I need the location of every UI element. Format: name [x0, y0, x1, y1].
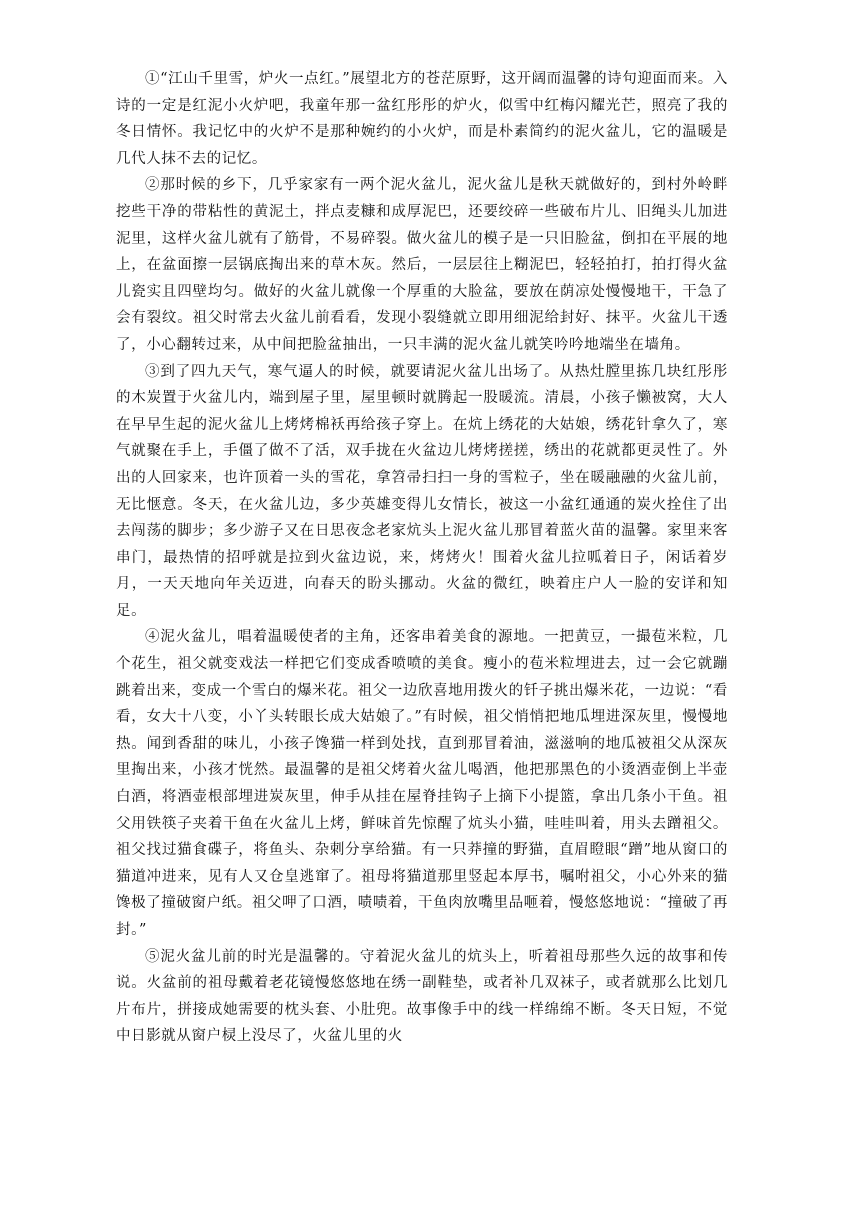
paragraph-1: ①“江山千里雪，炉火一点红。”展望北方的苍茫原野，这开阔而温馨的诗句迎面而来。入诗的一定是红泥小火炉吧，我童年那一盆红彤彤的炉火，似雪中红梅闪耀光芒，照亮了我的冬日情怀。我记忆中的火炉不是那种婉约的小火炉，而是朴素简约的泥火盆儿，它的温暖是几代人抹不去的记忆。 — [116, 71, 728, 167]
paragraph-4: ④泥火盆儿，唱着温暖使者的主角，还客串着美食的源地。一把黄豆，一撮苞米粒，几个花生，祖父就变戏法一样把它们变成香喷喷的美食。瘦小的苞米粒埋进去，过一会它就蹦跳着出来，变成一个雪白的爆米花。祖父一边欣喜地用拨火的钎子挑出爆米花，一边说：“看看，女大十八变，小丫头转眼长成大姑娘了。”有时候，祖父悄悄把地瓜埋进深灰里，慢慢地热。闻到香甜的味儿，小孩子馋猫一样到处找，直到那冒着油，滋滋响的地瓜被祖父从深灰里掏出来，小孩才恍然。最温馨的是祖父烤着火盆儿喝酒，他把那黑色的小烫酒壶倒上半壶白酒，将酒壶根部埋进炭灰里，伸手从挂在屋脊挂钩子上摘下小提篮，拿出几条小干鱼。祖父用铁筷子夹着干鱼在火盆儿上烤，鲜味首先惊醒了炕头小猫，哇哇叫着，用头去蹭祖父。祖父找过猫食碟子，将鱼头、杂刺分享给猫。有一只莽撞的野猫，直眉瞪眼“蹭”地从窗口的猫道冲进来，见有人又仓皇逃窜了。祖母将猫道那里竖起本厚书，嘱咐祖父，小心外来的猫馋极了撞破窗户纸。祖父呷了口酒，啧啧着，干鱼肉放嘴里品咂着，慢悠悠地说：“撞破了再封。” — [116, 629, 729, 938]
paragraph-3: ③到了四九天气，寒气逼人的时候，就要请泥火盆儿出场了。从热灶膛里拣几块红彤彤的木炭置于火盆儿内，端到屋子里，屋里顿时就腾起一股暖流。清晨，小孩子懒被窝，大人在早早生起的泥火盆儿上烤烤棉袄再给孩子穿上。在炕上绣花的大姑娘，绣花针拿久了，寒气就聚在手上，手僵了做不了活，双手拢在火盆边儿烤烤搓搓，绣出的花就都更灵性了。外出的人回家来，也许顶着一头的雪花，拿笤帚扫扫一身的雪粒子，坐在暖融融的火盆儿前，无比惬意。冬天，在火盆儿边，多少英雄变得儿女情长，被这一小盆红通通的炭火拴住了出去闯荡的脚步；多少游子又在日思夜念老家炕头上泥火盆儿那冒着蓝火苗的温馨。家里来客串门，最热情的招呼就是拉到火盆边说，来，烤烤火！围着火盆儿拉呱着日子，闲话着岁月，一天天地向年关迈进，向春天的盼头挪动。火盆的微红，映着庄户人一脸的安详和知足。 — [116, 363, 728, 619]
document-page — [116, 66, 728, 1050]
paragraph-2: ②那时候的乡下，几乎家家有一两个泥火盆儿，泥火盆儿是秋天就做好的，到村外岭畔挖些干净的带粘性的黄泥土，拌点麦糠和成厚泥巴，还要绞碎一些破布片儿、旧绳头儿加进泥里，这样火盆儿就有了筋骨，不易碎裂。做火盆儿的模子是一只旧脸盆，倒扣在平展的地上，在盆面擦一层锅底掏出来的草木灰。然后，一层层往上糊泥巴，轻轻拍打，拍打得火盆儿瓷实且四壁均匀。做好的火盆儿就像一个厚重的大脸盆，要放在荫凉处慢慢地干，干急了会有裂纹。祖父时常去火盆儿前看看，发现小裂缝就立即用细泥给封好、抹平。火盆儿干透了，小心翻转过来，从中间把脸盆抽出，一只丰满的泥火盆儿就笑吟吟地端坐在墙角。 — [116, 177, 728, 353]
paragraph-5: ⑤泥火盆儿前的时光是温馨的。守着泥火盆儿的炕头上，听着祖母那些久远的故事和传说。火盆前的祖母戴着老花镜慢悠悠地在绣一副鞋垫，或者补几双袜子，或者就那么比划几片布片，拼接成她需要的枕头套、小肚兜。故事像手中的线一样绵绵不断。冬天日短，不觉中日影就从窗户棂上没尽了，火盆儿里的火 — [116, 948, 728, 1045]
